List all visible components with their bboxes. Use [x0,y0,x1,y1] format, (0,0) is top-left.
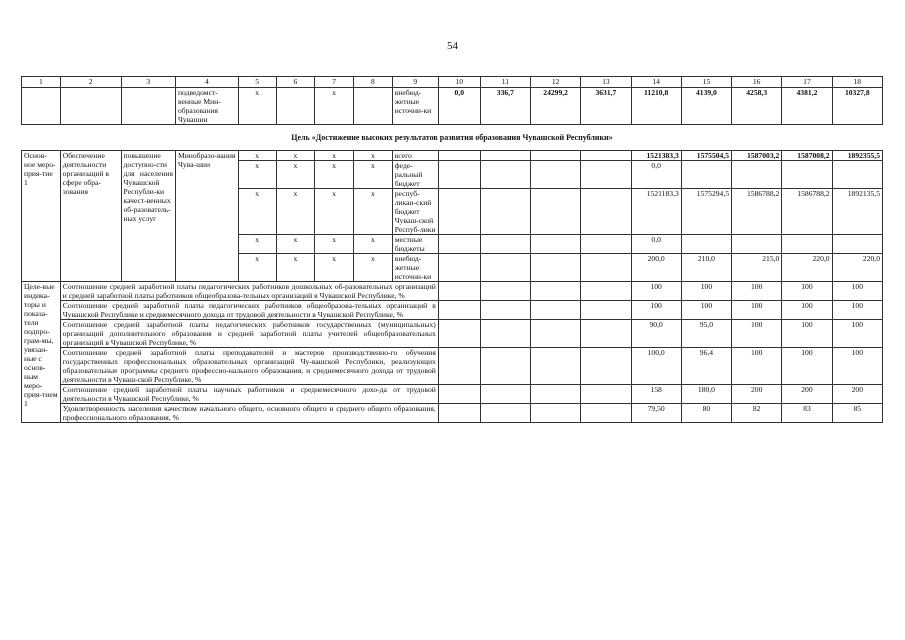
table-row [22,88,883,125]
value-cell: 96,4 [681,348,731,385]
indicator-row [22,301,883,320]
goal-title: Цель «Достижение высоких результатов развития образования Чувашской Республики» [291,133,613,142]
x-cell: х [354,189,393,235]
value-cell: 100 [832,282,882,301]
funding-source-cell: всего [392,151,438,161]
value-cell: 83 [782,404,832,423]
indicator-row [22,282,883,301]
value-cell: 1575504,5 [681,151,731,161]
value-cell: 100 [732,320,782,348]
col-header: 6 [276,77,315,88]
value-cell: 95,0 [681,320,731,348]
x-cell: х [354,235,393,254]
x-cell: х [276,189,315,235]
value-cell: 0,0 [631,161,681,189]
value-cell [681,161,731,189]
x-cell: х [276,161,315,189]
value-cell: 80 [681,404,731,423]
col-header: 9 [392,77,438,88]
col-header: 8 [354,77,393,88]
value-cell [681,235,731,254]
indicator-text: Соотношение средней заработной платы педагогических работников дошкольных об-разовательных организаций и средней заработной платы работников общеобразова-тельных организаций в Чувашской Республике, % [60,282,438,301]
col-header: 10 [438,77,480,88]
col-header: 1 [22,77,61,88]
col-header: 17 [782,77,832,88]
funding-source-cell: внебюд-жетные источни-ки [392,254,438,282]
indicator-row [22,404,883,423]
value-cell: 1586788,2 [782,189,832,235]
activity-name-cell: Обеспечение деятельности организаций в сфере обра-зования [60,151,121,282]
value-cell: 1892355,5 [832,151,882,161]
funding-source-cell: респуб-ликан-ский бюджет Чуваш-ской Респуб-лики [392,189,438,235]
x-cell: х [315,235,354,254]
value-cell: 220,0 [832,254,882,282]
funding-source-cell: феде-ральный бюджет [392,161,438,189]
page-number: 54 [447,40,458,52]
indicator-text: Соотношение средней заработной платы научных работников и среднемесячного дохо-да от трудовой деятельности в Чувашской Республике, % [60,385,438,404]
value-cell: 200 [832,385,882,404]
indicators-label: Целе-вые индика-торы и показа-тели подпро-грам-мы, увязан-ные с основ-ным меро-прия-тием 1 [22,282,61,423]
value-cell: 200 [782,385,832,404]
col-header: 15 [681,77,731,88]
value-cell: 215,0 [732,254,782,282]
table-row [22,151,883,161]
value-cell: 100 [832,320,882,348]
executor-cell: Минобразо-вания Чува-шии [175,151,238,282]
activity-goal-cell: повышение доступно-сти для населения Чувашской Республи-ки качест-венных об-разователь-ных услуг [121,151,175,282]
indicator-row [22,320,883,348]
column-number-row [22,77,883,88]
value-cell: 0,0 [631,235,681,254]
value-cell: 100 [732,282,782,301]
value-cell: 158 [631,385,681,404]
value-cell: 200 [732,385,782,404]
x-cell: х [238,151,276,161]
value-cell: 79,50 [631,404,681,423]
col-header: 4 [175,77,238,88]
value-cell [732,161,782,189]
value-cell: 11210,8 [631,88,681,125]
value-cell: 10327,8 [832,88,882,125]
indicator-text: Соотношение средней заработной платы педагогических работников общеобразова-тельных организаций в Чувашской Республике и среднемесячного дохода от трудовой деятельности в Чувашской Республике, % [60,301,438,320]
value-cell: 100 [631,301,681,320]
value-cell: 1586788,2 [732,189,782,235]
value-cell: 4139,0 [681,88,731,125]
value-cell: 1587008,2 [782,151,832,161]
x-cell: х [276,235,315,254]
funding-source-cell: внебюд-жетные источни-ки [392,88,438,125]
col-header: 5 [238,77,276,88]
col-header: 14 [631,77,681,88]
x-cell: х [354,161,393,189]
value-cell: 82 [732,404,782,423]
value-cell: 100 [631,282,681,301]
value-cell: 100 [681,282,731,301]
x-cell: х [238,235,276,254]
value-cell [782,235,832,254]
value-cell: 336,7 [480,88,530,125]
value-cell: 100 [732,301,782,320]
goal-row [22,125,883,151]
col-header: 13 [581,77,631,88]
indicator-text: Соотношение средней заработной платы преподавателей и мастеров производственно-го обучения государственных профессиональных образовательных организаций Чу-вашской Республики, реализующих образовательные программы среднего профессио-нального образования, и среднемесячного дохода от трудовой деятельности в Чуваш-ской Республике, % [60,348,438,385]
x-cell: х [354,254,393,282]
funding-source-cell: местные бюджеты [392,235,438,254]
value-cell: 100 [681,301,731,320]
value-cell [732,235,782,254]
col-header: 12 [530,77,580,88]
value-cell: 1892135,5 [832,189,882,235]
x-cell: х [315,161,354,189]
x-cell: х [276,151,315,161]
value-cell: 0,0 [438,88,480,125]
value-cell: 3631,7 [581,88,631,125]
col-header: 18 [832,77,882,88]
value-cell: 1521183,3 [631,189,681,235]
value-cell: 1521383,3 [631,151,681,161]
activity-number-cell: Основ-ное меро-прия-тие 1 [22,151,61,282]
value-cell: 90,0 [631,320,681,348]
value-cell: 100,0 [631,348,681,385]
x-cell: х [315,189,354,235]
budget-table [21,76,883,423]
value-cell: 1587003,2 [732,151,782,161]
x-cell: х [238,189,276,235]
value-cell: 100 [782,348,832,385]
value-cell: 100 [782,301,832,320]
value-cell: 4381,2 [782,88,832,125]
indicator-text: Удовлетворенность населения качеством начального общего, основного общего и среднего общего образования, профессионального образования, % [60,404,438,423]
value-cell: 85 [832,404,882,423]
col-header: 3 [121,77,175,88]
value-cell: 24299,2 [530,88,580,125]
x-cell: х [315,254,354,282]
value-cell: 100 [782,320,832,348]
indicator-row [22,385,883,404]
value-cell: 100 [832,301,882,320]
value-cell [832,235,882,254]
executor-cell: подведомст-венные Мин-образования Чувашии [175,88,238,125]
col-header: 7 [315,77,354,88]
value-cell: 200,0 [631,254,681,282]
col-header: 11 [480,77,530,88]
x-cell: х [238,161,276,189]
x-cell: х [315,151,354,161]
value-cell: 210,0 [681,254,731,282]
value-cell: 1575294,5 [681,189,731,235]
value-cell: 100 [732,348,782,385]
value-cell [832,161,882,189]
x-cell: х [276,254,315,282]
value-cell: 100 [832,348,882,385]
x-cell: х [315,88,354,125]
value-cell: 4258,3 [732,88,782,125]
value-cell [782,161,832,189]
x-cell: х [238,254,276,282]
col-header: 16 [732,77,782,88]
indicator-text: Соотношение средней заработной платы педагогических работников государственных (муниципальных) организаций дополнительного образования и средней заработной платы учителей общеобразовательных организаций в Чувашской Республике, % [60,320,438,348]
x-cell: х [354,151,393,161]
value-cell: 220,0 [782,254,832,282]
indicator-row [22,348,883,385]
value-cell: 180,0 [681,385,731,404]
col-header: 2 [60,77,121,88]
value-cell: 100 [782,282,832,301]
x-cell: х [238,88,276,125]
